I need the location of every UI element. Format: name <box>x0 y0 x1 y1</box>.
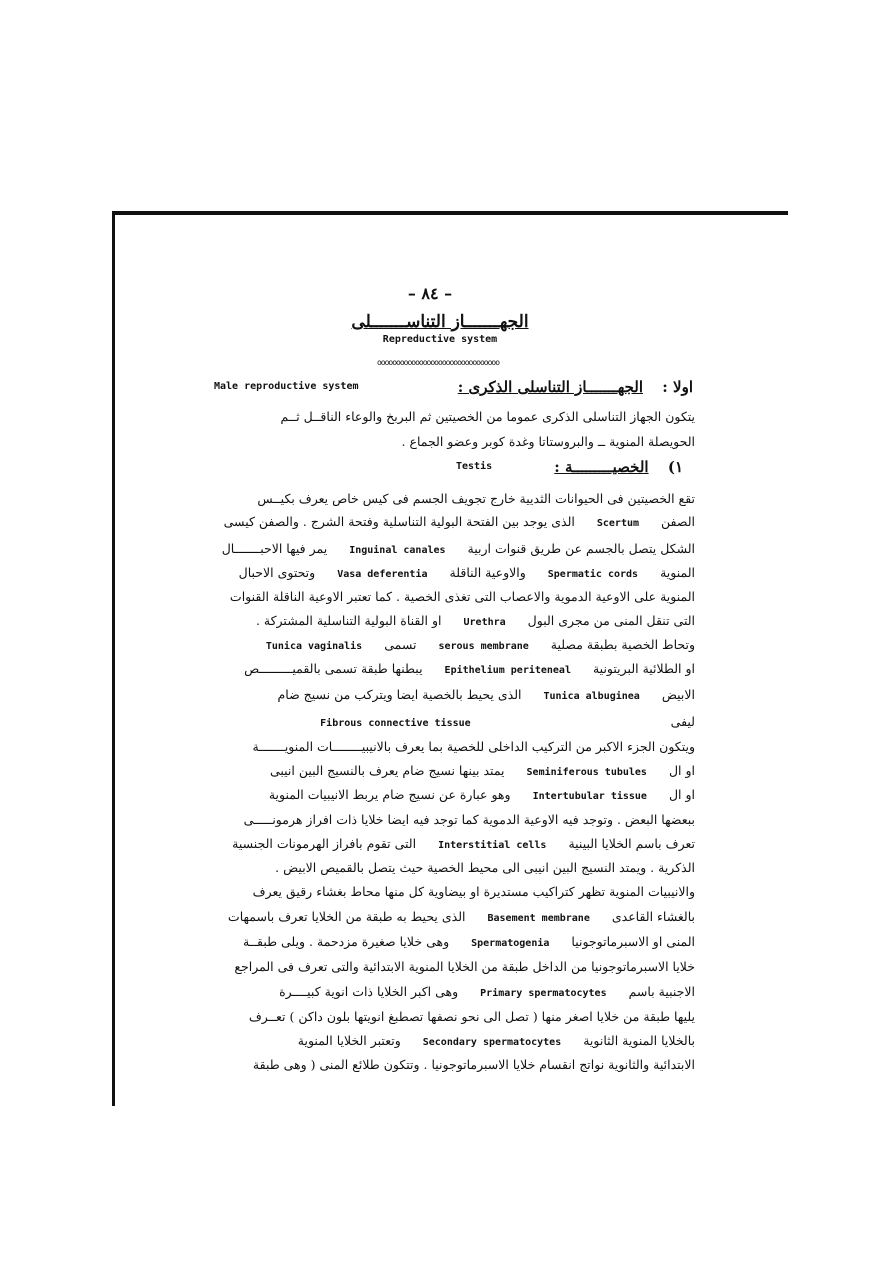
body-line: التى تنقل المنى من مجرى البولUrethraاو القناة البولية التناسلية المشتركة . <box>255 613 695 628</box>
section-label: اولا : <box>662 378 693 396</box>
section-title-en: Male reproductive system <box>214 381 359 392</box>
subsection-heading <box>554 455 683 479</box>
page-left-rule <box>112 211 115 1106</box>
section-heading <box>458 375 693 399</box>
section-title: الجهـــــــاز التناسلى الذكرى : <box>457 378 644 396</box>
body-line: ليفىFibrous connective tissue <box>320 714 695 729</box>
title-divider: oooooooooooooooooooooooooooooooo <box>376 358 500 367</box>
body-line: او الSeminiferous tubulesيمتد بينها نسيج ضام يعرف بالنسيج البين انيبى <box>269 763 695 778</box>
body-line: المنى او الاسبرماتوجونياSpermatogeniaوهى خلايا صغيرة مزدحمة . ويلى طبقــة <box>242 934 695 949</box>
page-number: – ٨٤ – <box>407 284 453 303</box>
body-line: بالغشاء القاعدىBasement membraneالذى يحيط به طبقة من الخلايا تعرف باسمهات <box>227 909 695 924</box>
body-line: تعرف باسم الخلايا البينيةInterstitial cellsالتى تقوم بافراز الهرمونات الجنسية <box>232 836 695 851</box>
body-line: الابيضTunica albugineaالذى يحيط بالخصية ايضا ويتركب من نسيج ضام <box>277 687 695 702</box>
body-line: ببعضها البعض . وتوجد فيه الاوعية الدموية كما توجد فيه ايضا خلايا ذات افراز هرمونـــــى <box>243 812 695 827</box>
subsection-title-en: Testis <box>456 461 493 472</box>
body-line: الاجنبية باسمPrimary spermatocytesوهى اكبر الخلايا ذات انوية كبيــــرة <box>279 984 695 999</box>
body-line: وتحاط الخصية بطبقة مصليةserous membraneتسمىTunica vaginalis <box>265 637 695 652</box>
body-line: الصفنScertumالذى يوجد بين الفتحة البولية التناسلية وفتحة الشرج . والصفن كيسى <box>223 514 695 529</box>
body-line: الابتدائية والثانوية نواتج انقسام خلايا الاسبرماتوجونيا . وتتكون طلائع المنى ( وهى طبقة <box>252 1057 695 1072</box>
intro-line: الحويصلة المنوية ــ والبروستاتا وغدة كوبر وعضو الجماع . <box>401 434 695 449</box>
body-line: يليها طبقة من خلايا اصغر منها ( تصل الى نحو نصفها تصطبغ انويتها بلون داكن ) تعــرف <box>248 1009 695 1024</box>
subsection-title: الخصيـــــــــة : <box>554 458 649 476</box>
body-line: الذكرية . ويمتد النسيج البين انيبى الى محيط الخصية حيث يتصل بالقميص الابيض . <box>275 860 695 875</box>
subsection-number: ١) <box>667 458 683 476</box>
page-top-rule <box>112 211 788 215</box>
body-line: المنويةSpermatic cordsوالاوعية الناقلةVasa deferentiaوتحتوى الاحبال <box>238 565 695 580</box>
body-line: تقع الخصيتين فى الحيوانات الثديية خارج تجويف الجسم فى كيس خاص يعرف بكيــس <box>257 491 695 506</box>
body-line: او الطلائية البريتونيةEpithelium peritenealيبطنها طبقة تسمى بالقميـــــــــص <box>244 661 695 676</box>
body-line: ويتكون الجزء الاكبر من التركيب الداخلى للخصية بما يعرف بالانيبيــــــــات المنويـــــــة <box>252 739 695 754</box>
body-line: بالخلايا المنوية الثانويةSecondary spermatocytesوتعتبر الخلايا المنوية <box>297 1033 695 1048</box>
body-line: او الIntertubular tissueوهو عبارة عن نسيج ضام يربط الانيبيات المنوية <box>268 787 695 802</box>
body-line: والانيبيات المنوية تظهر كتراكيب مستديرة او بيضاوية كل منها محاط بغشاء رقيق يعرف <box>252 884 695 899</box>
body-line: الشكل يتصل بالجسم عن طريق قنوات اربيةInguinal canalesيمر فيها الاحبـــــــال <box>221 541 695 556</box>
body-line: المنوية على الاوعية الدموية والاعصاب التى تغذى الخصية . كما تعتبر الاوعية الناقلة القنوات <box>229 589 695 604</box>
page-title-en: Repreductive system <box>382 334 498 345</box>
intro-line: يتكون الجهاز التناسلى الذكرى عموما من الخصيتين ثم البربخ والوعاء الناقــل ثــم <box>280 409 695 424</box>
page-title: الجهـــــــاز التناســـــــلى <box>351 312 529 332</box>
body-line: خلايا الاسبرماتوجونيا من الداخل طبقة من الخلايا المنوية الابتدائية والتى تعرف فى المراجع <box>234 959 695 974</box>
